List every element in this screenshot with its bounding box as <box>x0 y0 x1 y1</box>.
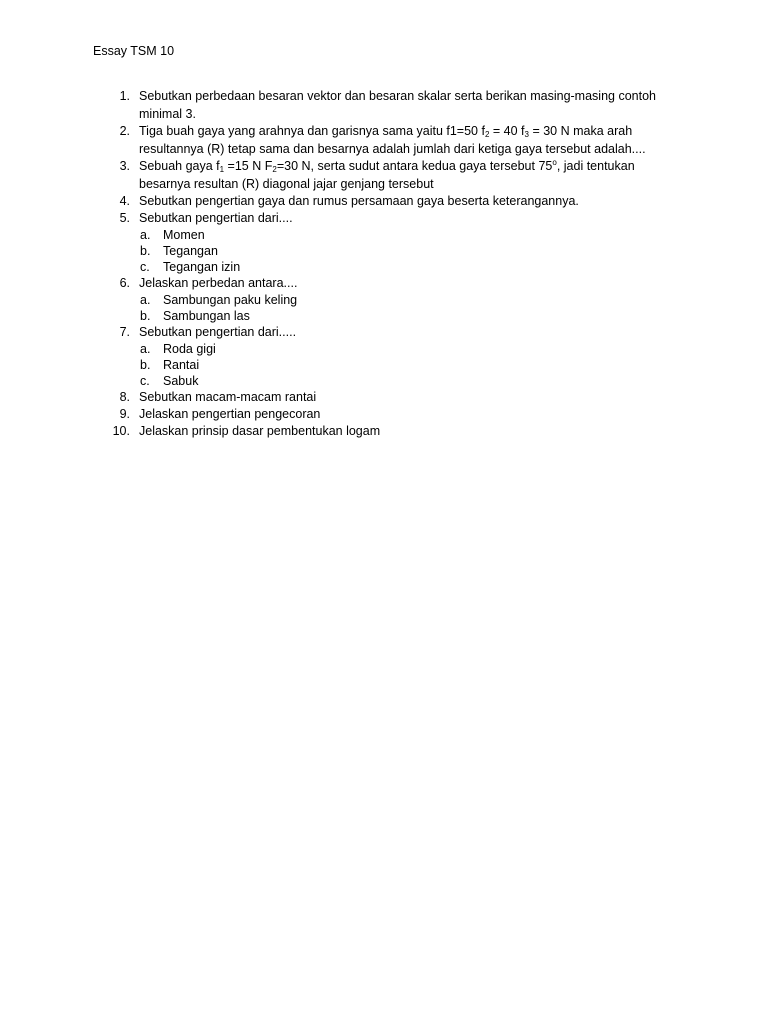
subscript: 2 <box>272 165 277 174</box>
question-7 <box>108 324 688 389</box>
degree-superscript: o <box>552 158 557 167</box>
subscript: 3 <box>524 130 529 139</box>
question-8 <box>108 389 688 406</box>
question-text-continued: besarnya resultan (R) diagonal jajar genjang tersebut <box>139 177 434 191</box>
sub-item-text: Momen <box>163 228 205 242</box>
question-1 <box>108 88 688 123</box>
sub-item <box>139 373 688 389</box>
sub-item-letter: b. <box>140 244 151 258</box>
question-text: Sebutkan pengertian dari.... <box>139 211 293 225</box>
question-10 <box>108 423 688 440</box>
document-title: Essay TSM 10 <box>93 44 175 58</box>
sub-list <box>139 227 688 275</box>
sub-item-letter: a. <box>140 342 151 356</box>
sub-item <box>139 227 688 243</box>
sub-item <box>139 341 688 357</box>
question-6 <box>108 275 688 324</box>
question-number: 10. <box>112 424 130 438</box>
question-text: Sebutkan pengertian gaya dan rumus persamaan gaya beserta keterangannya. <box>139 194 579 208</box>
question-number: 7. <box>119 325 130 339</box>
question-text <box>139 123 688 140</box>
question-number: 8. <box>119 390 130 404</box>
sub-item <box>139 292 688 308</box>
question-number: 9. <box>119 407 130 421</box>
question-3 <box>108 158 688 193</box>
sub-item <box>139 259 688 275</box>
question-2 <box>108 123 688 158</box>
sub-list <box>139 341 688 389</box>
sub-item-text: Roda gigi <box>163 342 216 356</box>
sub-item <box>139 243 688 259</box>
text-part: =15 N F <box>224 159 273 173</box>
text-part: =30 N, serta sudut antara kedua gaya tersebut 75 <box>276 159 553 173</box>
sub-item-text: Sabuk <box>163 374 199 388</box>
question-4 <box>108 193 688 210</box>
question-list <box>108 88 688 440</box>
sub-item-text: Sambungan las <box>163 309 250 323</box>
question-number: 3. <box>119 159 130 173</box>
sub-item-letter: a. <box>140 228 151 242</box>
question-9 <box>108 406 688 423</box>
text-part: , jadi tentukan <box>556 159 635 173</box>
sub-item-text: Tegangan <box>163 244 218 258</box>
text-part: = 30 N maka arah <box>528 124 633 138</box>
sub-item-letter: b. <box>140 309 151 323</box>
question-text <box>139 158 688 175</box>
question-number: 2. <box>119 124 130 138</box>
sub-item-letter: b. <box>140 358 151 372</box>
question-text-continued: minimal 3. <box>139 107 196 121</box>
sub-item-letter: c. <box>140 374 150 388</box>
sub-item-letter: a. <box>140 293 151 307</box>
question-number: 6. <box>119 276 130 290</box>
question-text: Jelaskan pengertian pengecoran <box>139 407 321 421</box>
question-text: Sebutkan perbedaan besaran vektor dan besaran skalar serta berikan masing-masing contoh <box>139 89 656 103</box>
question-text: Jelaskan prinsip dasar pembentukan logam <box>139 424 381 438</box>
subscript: 2 <box>484 130 490 139</box>
sub-item <box>139 357 688 373</box>
question-text: Jelaskan perbedan antara.... <box>139 276 298 290</box>
sub-item <box>139 308 688 324</box>
question-text: Sebutkan macam-macam rantai <box>139 390 317 404</box>
question-number: 4. <box>119 194 130 208</box>
question-text-continued: resultannya (R) tetap sama dan besarnya adalah jumlah dari ketiga gaya tersebut adalah.... <box>139 142 646 156</box>
question-number: 1. <box>119 89 130 103</box>
text-part: Sebuah gaya f <box>139 159 220 173</box>
sub-list <box>139 292 688 324</box>
sub-item-letter: c. <box>140 260 150 274</box>
subscript: 1 <box>219 165 225 174</box>
sub-item-text: Rantai <box>163 358 200 372</box>
question-text: Sebutkan pengertian dari..... <box>139 325 297 339</box>
sub-item-text: Tegangan izin <box>163 260 241 274</box>
text-part: = 40 f <box>489 124 525 138</box>
question-5 <box>108 210 688 275</box>
text-part: Tiga buah gaya yang arahnya dan garisnya sama yaitu f1=50 f <box>139 124 485 138</box>
question-number: 5. <box>119 211 130 225</box>
sub-item-text: Sambungan paku keling <box>163 293 298 307</box>
